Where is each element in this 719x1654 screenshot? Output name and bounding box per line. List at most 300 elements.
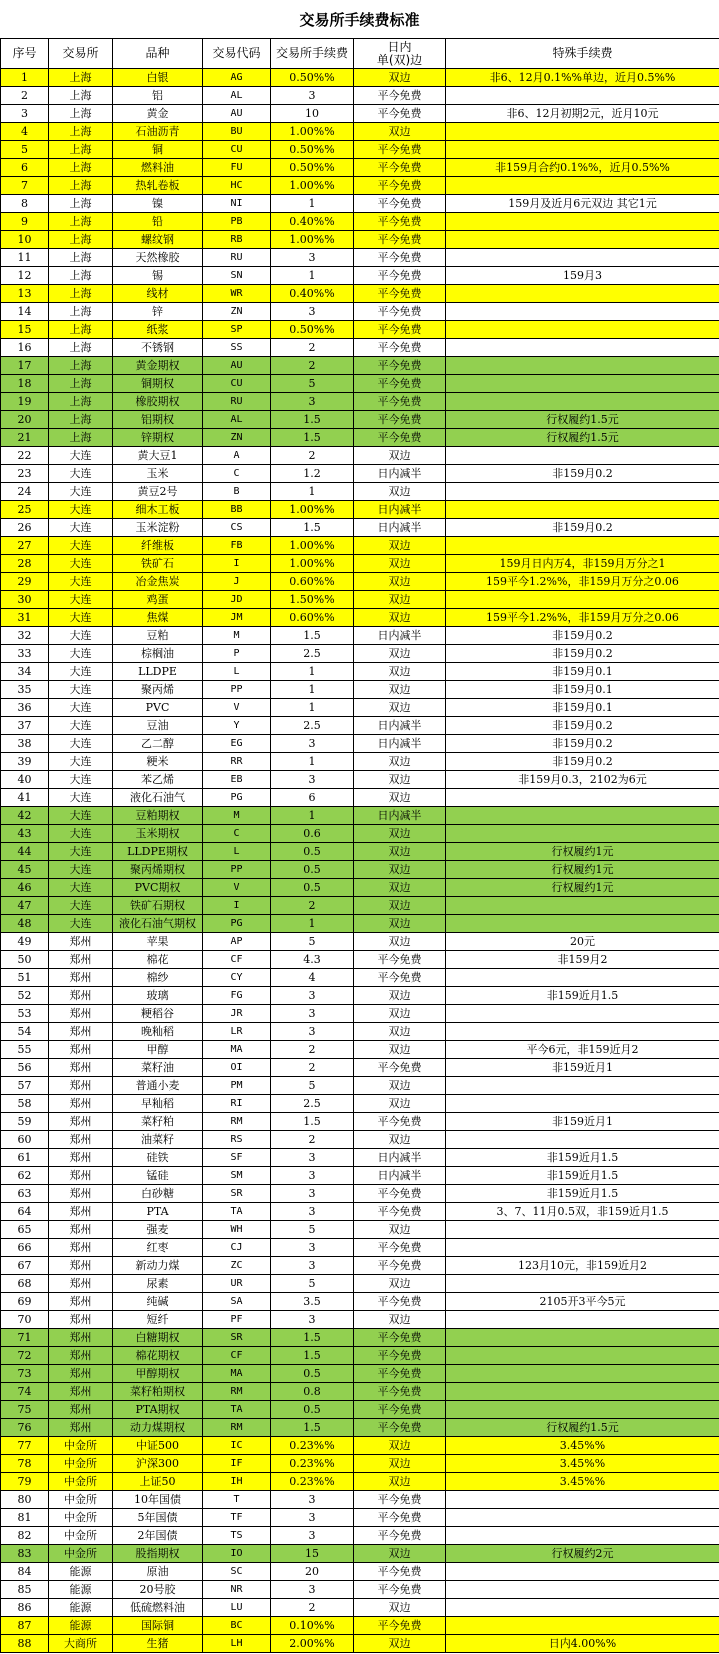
cell-special: 非159月0.2 bbox=[446, 627, 719, 645]
table-row bbox=[1, 483, 719, 501]
cell-intraday: 双边 bbox=[354, 573, 446, 591]
cell-product: 棉纱 bbox=[113, 969, 203, 987]
cell-product: 铁矿石 bbox=[113, 555, 203, 573]
cell-intraday: 平今免费 bbox=[354, 1239, 446, 1257]
cell-no: 61 bbox=[1, 1149, 49, 1167]
cell-special: 行权履约2元 bbox=[446, 1545, 719, 1563]
cell-no: 80 bbox=[1, 1491, 49, 1509]
cell-special: 非159月合约0.1%%，近月0.5%% bbox=[446, 159, 719, 177]
cell-intraday: 双边 bbox=[354, 1095, 446, 1113]
cell-intraday: 平今免费 bbox=[354, 105, 446, 123]
cell-fee: 3 bbox=[271, 1311, 354, 1329]
cell-no: 2 bbox=[1, 87, 49, 105]
cell-exchange: 郑州 bbox=[49, 987, 113, 1005]
cell-product: 苹果 bbox=[113, 933, 203, 951]
cell-fee: 0.50%% bbox=[271, 69, 354, 87]
cell-code: CF bbox=[203, 1347, 271, 1365]
cell-exchange: 郑州 bbox=[49, 1419, 113, 1437]
cell-product: 石油沥青 bbox=[113, 123, 203, 141]
cell-code: JR bbox=[203, 1005, 271, 1023]
cell-fee: 1.5 bbox=[271, 429, 354, 447]
cell-code: I bbox=[203, 555, 271, 573]
cell-code: T bbox=[203, 1491, 271, 1509]
cell-code: LU bbox=[203, 1599, 271, 1617]
cell-product: 锌 bbox=[113, 303, 203, 321]
cell-intraday: 双边 bbox=[354, 753, 446, 771]
cell-exchange: 大连 bbox=[49, 465, 113, 483]
cell-code: LH bbox=[203, 1635, 271, 1653]
cell-no: 12 bbox=[1, 267, 49, 285]
cell-special bbox=[446, 501, 719, 519]
cell-product: 铝期权 bbox=[113, 411, 203, 429]
cell-exchange: 能源 bbox=[49, 1617, 113, 1635]
cell-code: ZN bbox=[203, 429, 271, 447]
table-row bbox=[1, 915, 719, 933]
cell-intraday: 日内减半 bbox=[354, 1167, 446, 1185]
cell-code: OI bbox=[203, 1059, 271, 1077]
cell-intraday: 平今免费 bbox=[354, 1617, 446, 1635]
cell-exchange: 上海 bbox=[49, 105, 113, 123]
cell-no: 76 bbox=[1, 1419, 49, 1437]
cell-no: 85 bbox=[1, 1581, 49, 1599]
sheet-title: 交易所手续费标准 bbox=[299, 10, 420, 29]
cell-intraday: 平今免费 bbox=[354, 213, 446, 231]
cell-intraday: 双边 bbox=[354, 1437, 446, 1455]
cell-special bbox=[446, 213, 719, 231]
cell-special: 行权履约1元 bbox=[446, 843, 719, 861]
cell-product: 豆油 bbox=[113, 717, 203, 735]
cell-special bbox=[446, 303, 719, 321]
table-row bbox=[1, 1419, 719, 1437]
header-exchange: 交易所 bbox=[49, 39, 113, 69]
cell-exchange: 郑州 bbox=[49, 1257, 113, 1275]
cell-intraday: 日内减半 bbox=[354, 519, 446, 537]
cell-code: BB bbox=[203, 501, 271, 519]
cell-product: PTA期权 bbox=[113, 1401, 203, 1419]
cell-product: 聚丙烯期权 bbox=[113, 861, 203, 879]
cell-intraday: 平今免费 bbox=[354, 303, 446, 321]
cell-special: 非159月0.2 bbox=[446, 753, 719, 771]
cell-exchange: 大连 bbox=[49, 555, 113, 573]
header-row bbox=[1, 39, 719, 69]
cell-code: PG bbox=[203, 789, 271, 807]
cell-special bbox=[446, 1347, 719, 1365]
cell-exchange: 郑州 bbox=[49, 1221, 113, 1239]
table-row bbox=[1, 1077, 719, 1095]
cell-code: AG bbox=[203, 69, 271, 87]
cell-exchange: 大连 bbox=[49, 717, 113, 735]
cell-intraday: 平今免费 bbox=[354, 1509, 446, 1527]
cell-special: 非159月0.2 bbox=[446, 717, 719, 735]
cell-code: EG bbox=[203, 735, 271, 753]
cell-special: 非159近月1 bbox=[446, 1113, 719, 1131]
cell-product: 乙二醇 bbox=[113, 735, 203, 753]
cell-product: 红枣 bbox=[113, 1239, 203, 1257]
cell-exchange: 郑州 bbox=[49, 1023, 113, 1041]
cell-fee: 0.60%% bbox=[271, 573, 354, 591]
cell-special: 3.45%% bbox=[446, 1473, 719, 1491]
cell-fee: 2 bbox=[271, 447, 354, 465]
table-row bbox=[1, 1167, 719, 1185]
table-row bbox=[1, 1617, 719, 1635]
cell-fee: 0.50%% bbox=[271, 321, 354, 339]
cell-fee: 3 bbox=[271, 1491, 354, 1509]
cell-code: ZC bbox=[203, 1257, 271, 1275]
cell-code: TA bbox=[203, 1401, 271, 1419]
cell-exchange: 中金所 bbox=[49, 1527, 113, 1545]
cell-no: 33 bbox=[1, 645, 49, 663]
cell-no: 32 bbox=[1, 627, 49, 645]
table-row bbox=[1, 1311, 719, 1329]
cell-code: TS bbox=[203, 1527, 271, 1545]
table-row bbox=[1, 591, 719, 609]
cell-product: PTA bbox=[113, 1203, 203, 1221]
cell-product: 菜籽粕 bbox=[113, 1113, 203, 1131]
cell-exchange: 郑州 bbox=[49, 1365, 113, 1383]
cell-fee: 3 bbox=[271, 987, 354, 1005]
cell-exchange: 上海 bbox=[49, 249, 113, 267]
table-row bbox=[1, 1203, 719, 1221]
cell-no: 56 bbox=[1, 1059, 49, 1077]
cell-fee: 2 bbox=[271, 1599, 354, 1617]
cell-code: SC bbox=[203, 1563, 271, 1581]
cell-intraday: 日内减半 bbox=[354, 1149, 446, 1167]
table-row bbox=[1, 807, 719, 825]
cell-intraday: 平今免费 bbox=[354, 1383, 446, 1401]
cell-code: CF bbox=[203, 951, 271, 969]
cell-code: FG bbox=[203, 987, 271, 1005]
cell-no: 36 bbox=[1, 699, 49, 717]
cell-product: 聚丙烯 bbox=[113, 681, 203, 699]
cell-fee: 4.3 bbox=[271, 951, 354, 969]
cell-intraday: 双边 bbox=[354, 555, 446, 573]
cell-special bbox=[446, 1491, 719, 1509]
cell-product: 铅 bbox=[113, 213, 203, 231]
cell-fee: 20 bbox=[271, 1563, 354, 1581]
cell-code: CS bbox=[203, 519, 271, 537]
cell-code: P bbox=[203, 645, 271, 663]
cell-special bbox=[446, 897, 719, 915]
cell-special bbox=[446, 1239, 719, 1257]
table-row bbox=[1, 1491, 719, 1509]
cell-exchange: 中金所 bbox=[49, 1545, 113, 1563]
cell-fee: 1.00%% bbox=[271, 537, 354, 555]
cell-no: 17 bbox=[1, 357, 49, 375]
cell-fee: 6 bbox=[271, 789, 354, 807]
cell-special bbox=[446, 1599, 719, 1617]
cell-intraday: 双边 bbox=[354, 897, 446, 915]
cell-no: 22 bbox=[1, 447, 49, 465]
table-body bbox=[1, 69, 719, 1653]
table-row bbox=[1, 519, 719, 537]
cell-exchange: 大连 bbox=[49, 735, 113, 753]
cell-product: 镍 bbox=[113, 195, 203, 213]
cell-intraday: 双边 bbox=[354, 609, 446, 627]
cell-no: 38 bbox=[1, 735, 49, 753]
cell-code: CU bbox=[203, 375, 271, 393]
table-row bbox=[1, 735, 719, 753]
cell-code: V bbox=[203, 879, 271, 897]
cell-intraday: 平今免费 bbox=[354, 267, 446, 285]
table-row bbox=[1, 141, 719, 159]
cell-fee: 2 bbox=[271, 357, 354, 375]
cell-special bbox=[446, 357, 719, 375]
cell-fee: 0.23%% bbox=[271, 1455, 354, 1473]
cell-intraday: 平今免费 bbox=[354, 1419, 446, 1437]
cell-fee: 4 bbox=[271, 969, 354, 987]
cell-code: IC bbox=[203, 1437, 271, 1455]
cell-exchange: 上海 bbox=[49, 195, 113, 213]
cell-product: 玉米淀粉 bbox=[113, 519, 203, 537]
cell-no: 54 bbox=[1, 1023, 49, 1041]
cell-no: 66 bbox=[1, 1239, 49, 1257]
cell-code: SN bbox=[203, 267, 271, 285]
cell-fee: 5 bbox=[271, 375, 354, 393]
cell-special bbox=[446, 1563, 719, 1581]
cell-intraday: 日内减半 bbox=[354, 735, 446, 753]
cell-code: AL bbox=[203, 87, 271, 105]
cell-exchange: 大连 bbox=[49, 681, 113, 699]
cell-product: 尿素 bbox=[113, 1275, 203, 1293]
cell-fee: 3 bbox=[271, 1167, 354, 1185]
table-row bbox=[1, 555, 719, 573]
cell-intraday: 双边 bbox=[354, 1023, 446, 1041]
cell-no: 84 bbox=[1, 1563, 49, 1581]
table-row bbox=[1, 213, 719, 231]
cell-code: RU bbox=[203, 393, 271, 411]
cell-product: 玉米期权 bbox=[113, 825, 203, 843]
cell-special bbox=[446, 1077, 719, 1095]
cell-special: 非159月2 bbox=[446, 951, 719, 969]
cell-special: 20元 bbox=[446, 933, 719, 951]
cell-exchange: 大连 bbox=[49, 645, 113, 663]
cell-code: IF bbox=[203, 1455, 271, 1473]
table-row bbox=[1, 1473, 719, 1491]
table-row bbox=[1, 1563, 719, 1581]
cell-code: SM bbox=[203, 1167, 271, 1185]
cell-intraday: 双边 bbox=[354, 1635, 446, 1653]
cell-exchange: 上海 bbox=[49, 141, 113, 159]
cell-fee: 1.5 bbox=[271, 519, 354, 537]
cell-no: 21 bbox=[1, 429, 49, 447]
table-row bbox=[1, 1599, 719, 1617]
cell-code: AP bbox=[203, 933, 271, 951]
table-row bbox=[1, 339, 719, 357]
cell-fee: 2 bbox=[271, 1131, 354, 1149]
table-row bbox=[1, 951, 719, 969]
cell-no: 62 bbox=[1, 1167, 49, 1185]
cell-code: RM bbox=[203, 1113, 271, 1131]
cell-code: TA bbox=[203, 1203, 271, 1221]
cell-fee: 0.10%% bbox=[271, 1617, 354, 1635]
cell-intraday: 平今免费 bbox=[354, 1329, 446, 1347]
cell-fee: 3 bbox=[271, 87, 354, 105]
cell-product: 硅铁 bbox=[113, 1149, 203, 1167]
cell-exchange: 郑州 bbox=[49, 1329, 113, 1347]
table-row bbox=[1, 969, 719, 987]
cell-special bbox=[446, 1221, 719, 1239]
cell-intraday: 双边 bbox=[354, 1005, 446, 1023]
cell-code: WR bbox=[203, 285, 271, 303]
table-row bbox=[1, 465, 719, 483]
cell-exchange: 上海 bbox=[49, 429, 113, 447]
cell-special: 非159月0.2 bbox=[446, 735, 719, 753]
cell-fee: 0.23%% bbox=[271, 1473, 354, 1491]
cell-fee: 3 bbox=[271, 1509, 354, 1527]
cell-no: 71 bbox=[1, 1329, 49, 1347]
cell-exchange: 大连 bbox=[49, 573, 113, 591]
cell-fee: 0.5 bbox=[271, 1401, 354, 1419]
cell-no: 58 bbox=[1, 1095, 49, 1113]
cell-exchange: 郑州 bbox=[49, 1185, 113, 1203]
cell-intraday: 平今免费 bbox=[354, 177, 446, 195]
cell-no: 72 bbox=[1, 1347, 49, 1365]
cell-fee: 3 bbox=[271, 1527, 354, 1545]
cell-special: 非159月0.1 bbox=[446, 699, 719, 717]
cell-product: 沪深300 bbox=[113, 1455, 203, 1473]
table-row bbox=[1, 681, 719, 699]
cell-product: PVC bbox=[113, 699, 203, 717]
cell-intraday: 平今免费 bbox=[354, 159, 446, 177]
cell-intraday: 平今免费 bbox=[354, 1581, 446, 1599]
table-row bbox=[1, 717, 719, 735]
cell-exchange: 上海 bbox=[49, 213, 113, 231]
cell-fee: 5 bbox=[271, 933, 354, 951]
cell-fee: 3 bbox=[271, 303, 354, 321]
cell-no: 53 bbox=[1, 1005, 49, 1023]
cell-exchange: 大连 bbox=[49, 915, 113, 933]
cell-no: 59 bbox=[1, 1113, 49, 1131]
cell-special bbox=[446, 1131, 719, 1149]
cell-special bbox=[446, 825, 719, 843]
cell-no: 25 bbox=[1, 501, 49, 519]
cell-product: 玉米 bbox=[113, 465, 203, 483]
cell-no: 42 bbox=[1, 807, 49, 825]
cell-no: 73 bbox=[1, 1365, 49, 1383]
table-row bbox=[1, 825, 719, 843]
cell-special: 非159月0.3，2102为6元 bbox=[446, 771, 719, 789]
cell-intraday: 平今免费 bbox=[354, 357, 446, 375]
cell-fee: 5 bbox=[271, 1275, 354, 1293]
cell-product: LLDPE bbox=[113, 663, 203, 681]
table-row bbox=[1, 429, 719, 447]
cell-product: LLDPE期权 bbox=[113, 843, 203, 861]
cell-product: 锌期权 bbox=[113, 429, 203, 447]
cell-fee: 0.40%% bbox=[271, 285, 354, 303]
table-row bbox=[1, 789, 719, 807]
cell-code: AU bbox=[203, 105, 271, 123]
cell-intraday: 平今免费 bbox=[354, 285, 446, 303]
cell-intraday: 双边 bbox=[354, 771, 446, 789]
cell-code: IH bbox=[203, 1473, 271, 1491]
cell-exchange: 上海 bbox=[49, 69, 113, 87]
cell-special bbox=[446, 339, 719, 357]
cell-no: 40 bbox=[1, 771, 49, 789]
cell-special bbox=[446, 123, 719, 141]
cell-exchange: 郑州 bbox=[49, 1005, 113, 1023]
cell-code: A bbox=[203, 447, 271, 465]
cell-intraday: 双边 bbox=[354, 681, 446, 699]
cell-code: NI bbox=[203, 195, 271, 213]
cell-exchange: 郑州 bbox=[49, 951, 113, 969]
table-row bbox=[1, 1635, 719, 1653]
cell-no: 47 bbox=[1, 897, 49, 915]
cell-special bbox=[446, 1581, 719, 1599]
cell-product: 鸡蛋 bbox=[113, 591, 203, 609]
table-row bbox=[1, 303, 719, 321]
cell-exchange: 大连 bbox=[49, 537, 113, 555]
cell-intraday: 双边 bbox=[354, 69, 446, 87]
cell-code: RM bbox=[203, 1419, 271, 1437]
table-row bbox=[1, 1149, 719, 1167]
cell-special: 159月日内万4，非159月万分之1 bbox=[446, 555, 719, 573]
cell-special: 非159月0.1 bbox=[446, 681, 719, 699]
cell-code: M bbox=[203, 627, 271, 645]
cell-exchange: 上海 bbox=[49, 303, 113, 321]
cell-code: RM bbox=[203, 1383, 271, 1401]
cell-no: 35 bbox=[1, 681, 49, 699]
cell-product: 菜籽油 bbox=[113, 1059, 203, 1077]
cell-special: 平今6元，非159近月2 bbox=[446, 1041, 719, 1059]
cell-exchange: 中金所 bbox=[49, 1491, 113, 1509]
table-row bbox=[1, 1113, 719, 1131]
cell-product: 菜籽粕期权 bbox=[113, 1383, 203, 1401]
cell-product: 5年国债 bbox=[113, 1509, 203, 1527]
table-row bbox=[1, 411, 719, 429]
cell-special bbox=[446, 1329, 719, 1347]
cell-fee: 1 bbox=[271, 807, 354, 825]
cell-fee: 5 bbox=[271, 1077, 354, 1095]
cell-product: 棉花期权 bbox=[113, 1347, 203, 1365]
cell-code: MA bbox=[203, 1041, 271, 1059]
cell-fee: 1.2 bbox=[271, 465, 354, 483]
cell-no: 52 bbox=[1, 987, 49, 1005]
cell-fee: 3 bbox=[271, 1149, 354, 1167]
cell-intraday: 平今免费 bbox=[354, 195, 446, 213]
cell-product: 生猪 bbox=[113, 1635, 203, 1653]
cell-intraday: 平今免费 bbox=[354, 1185, 446, 1203]
cell-intraday: 双边 bbox=[354, 1041, 446, 1059]
table-row bbox=[1, 195, 719, 213]
cell-special bbox=[446, 141, 719, 159]
cell-fee: 0.5 bbox=[271, 843, 354, 861]
header-intraday-line1: 日内 bbox=[387, 39, 412, 54]
cell-product: 橡胶期权 bbox=[113, 393, 203, 411]
cell-fee: 3 bbox=[271, 1203, 354, 1221]
cell-special: 行权履约1.5元 bbox=[446, 429, 719, 447]
cell-special bbox=[446, 87, 719, 105]
cell-no: 6 bbox=[1, 159, 49, 177]
cell-no: 16 bbox=[1, 339, 49, 357]
cell-intraday: 双边 bbox=[354, 1599, 446, 1617]
cell-exchange: 上海 bbox=[49, 411, 113, 429]
cell-no: 18 bbox=[1, 375, 49, 393]
cell-exchange: 郑州 bbox=[49, 1293, 113, 1311]
cell-product: 短纤 bbox=[113, 1311, 203, 1329]
cell-intraday: 平今免费 bbox=[354, 321, 446, 339]
table-row bbox=[1, 1239, 719, 1257]
cell-product: 黄豆2号 bbox=[113, 483, 203, 501]
cell-fee: 1 bbox=[271, 753, 354, 771]
cell-code: L bbox=[203, 663, 271, 681]
cell-no: 28 bbox=[1, 555, 49, 573]
table-row bbox=[1, 609, 719, 627]
table-row bbox=[1, 1545, 719, 1563]
cell-product: 热轧卷板 bbox=[113, 177, 203, 195]
cell-product: 原油 bbox=[113, 1563, 203, 1581]
cell-exchange: 郑州 bbox=[49, 1311, 113, 1329]
table-row bbox=[1, 1383, 719, 1401]
